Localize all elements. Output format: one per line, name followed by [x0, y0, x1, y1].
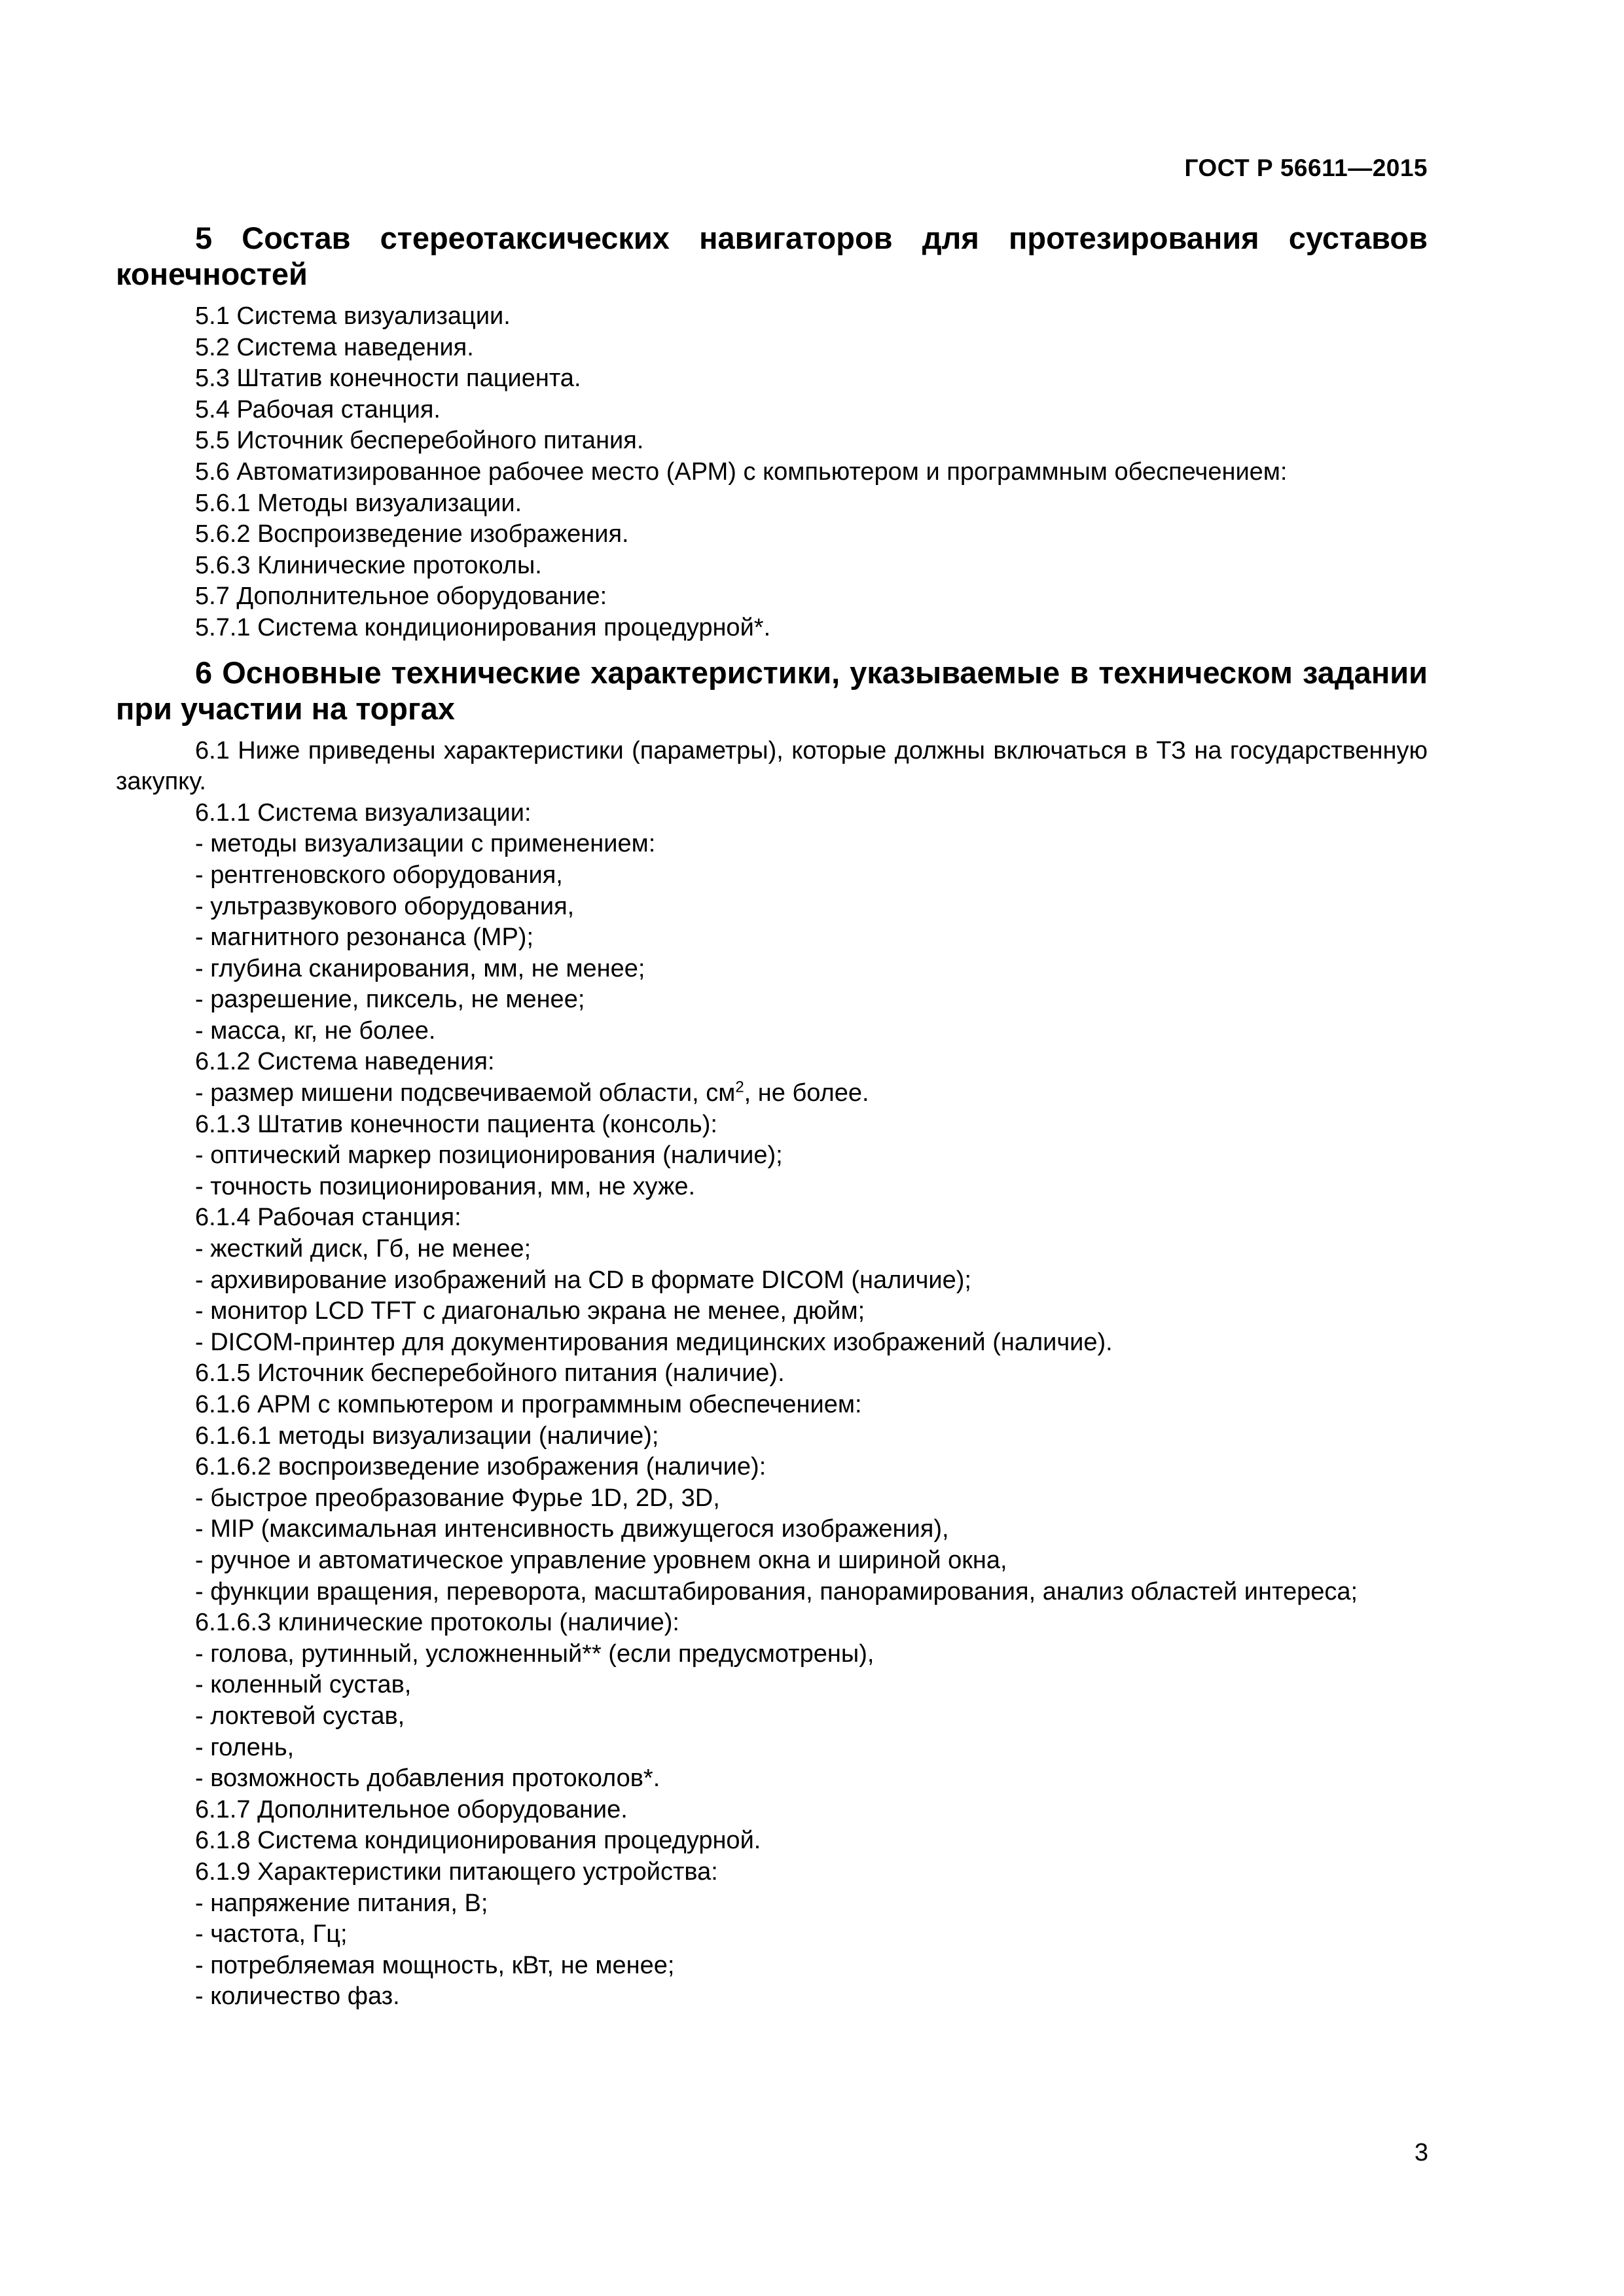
list-item: 5.4 Рабочая станция. — [195, 395, 441, 423]
list-item: 5.6 Автоматизированное рабочее место (АРМ) с компьютером и программным обеспечением: — [195, 457, 1288, 486]
list-item: - потребляемая мощность, кВт, не менее; — [195, 1951, 675, 1979]
target-size-item — [116, 1078, 1428, 1109]
section-5-list — [116, 301, 1428, 644]
document-body — [116, 209, 1428, 2013]
list-item: - локтевой сустав, — [195, 1702, 405, 1730]
section-6-list-continued — [116, 1607, 1428, 2013]
list-item: 5.6.3 Клинические протоколы. — [195, 551, 542, 579]
list-item: - магнитного резонанса (МР); — [195, 924, 534, 952]
list-item: 6.1.7 Дополнительное оборудование. — [195, 1795, 628, 1823]
functions-paragraph: - функции вращения, переворота, масштабирования, панорамирования, анализ областей интереса; — [195, 1577, 1358, 1605]
list-item: - голень, — [195, 1733, 295, 1761]
list-item: - возможность добавления протоколов*. — [195, 1765, 660, 1793]
section-6-list — [116, 798, 1428, 1577]
list-item: 5.1 Система визуализации. — [195, 302, 511, 330]
document-id-header: ГОСТ Р 56611—2015 — [1184, 154, 1428, 181]
list-item: - разрешение, пиксель, не менее; — [195, 986, 585, 1014]
target-size-suffix: , не более. — [744, 1079, 869, 1107]
list-item: 5.7 Дополнительное оборудование: — [195, 583, 607, 611]
list-item: - оптический маркер позиционирования (наличие); — [195, 1141, 783, 1170]
list-item: - глубина сканирования, мм, не менее; — [195, 954, 645, 982]
list-item: 5.6.1 Методы визуализации. — [195, 489, 522, 517]
list-item: - масса, кг, не более. — [195, 1016, 436, 1045]
list-item: 5.3 Штатив конечности пациента. — [195, 365, 581, 393]
list-item: 6.1.2 Система наведения: — [195, 1048, 495, 1076]
list-item: - DICOM-принтер для документирования медицинских изображений (наличие). — [195, 1328, 1113, 1356]
target-size-text: - размер мишени подсвечиваемой области, см — [195, 1079, 736, 1107]
list-item: 5.2 Система наведения. — [195, 333, 474, 361]
list-item: 5.6.2 Воспроизведение изображения. — [195, 520, 629, 548]
list-item: - ручное и автоматическое управление уровнем окна и шириной окна, — [195, 1546, 1007, 1574]
list-item: 6.1.8 Система кондиционирования процедурной. — [195, 1827, 761, 1855]
superscript: 2 — [735, 1078, 744, 1096]
list-item: - MIP (максимальная интенсивность движущегося изображения), — [195, 1515, 949, 1543]
list-item: - архивирование изображений на CD в формате DICOM (наличие); — [195, 1266, 971, 1294]
list-item: - монитор LCD TFT с диагональю экрана не менее, дюйм; — [195, 1297, 865, 1325]
list-item: - количество фаз. — [195, 1982, 400, 2011]
list-item: 6.1.3 Штатив конечности пациента (консоль): — [195, 1110, 717, 1138]
list-item: - коленный сустав, — [195, 1671, 412, 1699]
list-item: - жесткий диск, Гб, не менее; — [195, 1235, 532, 1263]
list-item: 6.1.6.3 клинические протоколы (наличие): — [195, 1609, 679, 1637]
list-item: 6.1.9 Характеристики питающего устройства: — [195, 1857, 718, 1886]
page-number: 3 — [1414, 2139, 1428, 2166]
list-item: - ультразвукового оборудования, — [195, 892, 575, 920]
list-item: - быстрое преобразование Фурье 1D, 2D, 3D, — [195, 1484, 720, 1512]
list-item: 6.1.6 АРМ с компьютером и программным обеспечением: — [195, 1391, 862, 1418]
list-item: 6.1.4 Рабочая станция: — [195, 1204, 461, 1232]
list-item: - рентгеновского оборудования, — [195, 861, 563, 889]
list-item: - напряжение питания, В; — [195, 1889, 488, 1917]
list-item: - точность позиционирования, мм, не хуже. — [195, 1172, 696, 1200]
list-item: - голова, рутинный, усложненный** (если предусмотрены), — [195, 1640, 875, 1668]
list-item: - методы визуализации с применением: — [195, 830, 656, 858]
section-6-intro: 6.1 Ниже приведены характеристики (параметры), которые должны включаться в ТЗ на государственную закупку. — [116, 736, 1428, 796]
list-item: 6.1.1 Система визуализации: — [195, 798, 532, 827]
list-item: 5.5 Источник бесперебойного питания. — [195, 427, 644, 455]
list-item: 6.1.5 Источник бесперебойного питания (наличие). — [195, 1359, 785, 1388]
section-6-title: 6 Основные технические характеристики, указываемые в техническом задании при участии на торгах — [116, 655, 1428, 726]
list-item: 6.1.6.1 методы визуализации (наличие); — [195, 1422, 659, 1450]
list-item: - частота, Гц; — [195, 1920, 348, 1948]
section-5-title: 5 Состав стереотаксических навигаторов для протезирования суставов конечностей — [116, 221, 1428, 291]
list-item: 6.1.6.2 воспроизведение изображения (наличие): — [195, 1453, 767, 1481]
list-item: 5.7.1 Система кондиционирования процедурной*. — [195, 613, 771, 641]
